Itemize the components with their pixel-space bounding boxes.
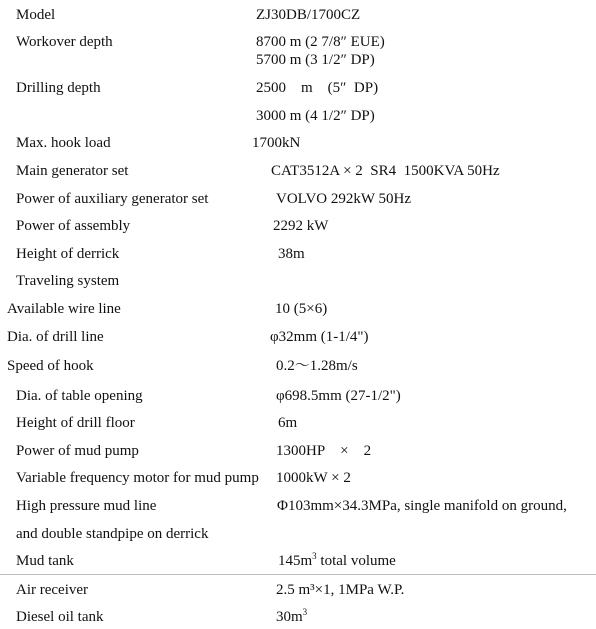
label-power-mud-pump: Power of mud pump [16, 443, 139, 459]
value-workover-depth-1: 8700 m (2 7/8″ EUE) [256, 34, 385, 50]
value-dia-drill-line: φ32mm (1-1/4") [270, 329, 369, 345]
label-height-drill-floor: Height of drill floor [16, 415, 135, 431]
value-hp-mud-line: Φ103mm×34.3MPa, single manifold on ground, [277, 498, 567, 514]
label-traveling-system: Traveling system [16, 273, 120, 289]
value-power-of-assembly: 2292 kW [273, 218, 329, 234]
label-air-receiver: Air receiver [16, 582, 89, 598]
value-workover-depth-2: 5700 m (3 1/2″ DP) [256, 52, 375, 68]
label-hp-mud-line: High pressure mud line [16, 498, 157, 514]
label-power-of-assembly: Power of assembly [16, 218, 131, 234]
label-workover-depth: Workover depth [16, 34, 113, 50]
label-drilling-depth: Drilling depth [16, 80, 101, 96]
value-mud-tank: $145m^3$ total volume [278, 551, 396, 569]
value-diesel-oil-tank: $30m^3$ [276, 607, 308, 625]
value-model: ZJ30DB/1700CZ [256, 7, 361, 23]
value-main-generator: CAT3512A × 2 SR4 1500KVA 50Hz [271, 163, 500, 179]
value-max-hook-load: 1700kN [252, 135, 301, 151]
label-available-wire-line: Available wire line [7, 301, 121, 317]
value-power-mud-pump: 1300HP × 2 [276, 443, 372, 459]
value-vf-motor: 1000kW × 2 [276, 470, 351, 486]
label-model: Model [16, 7, 56, 23]
label-diesel-oil-tank: Diesel oil tank [16, 609, 104, 625]
value-speed-of-hook: 0.2～1.28m/s [276, 358, 358, 374]
label-dia-drill-line: Dia. of drill line [7, 329, 104, 345]
label-max-hook-load: Max. hook load [16, 135, 111, 151]
label-aux-generator: Power of auxiliary generator set [16, 191, 209, 207]
value-hp-mud-line-continuation: and double standpipe on derrick [16, 526, 209, 542]
value-available-wire-line: 10 (5×6) [275, 301, 328, 317]
value-aux-generator: VOLVO 292kW 50Hz [276, 191, 411, 207]
value-height-drill-floor: 6m [278, 415, 298, 431]
label-speed-of-hook: Speed of hook [7, 358, 94, 374]
value-dia-table-opening: φ698.5mm (27-1/2") [276, 388, 401, 404]
value-drilling-depth-1: 2500 m (5″ DP) [256, 80, 379, 96]
table-row-divider [0, 574, 596, 575]
label-mud-tank: Mud tank [16, 553, 74, 569]
value-air-receiver: 2.5 m³×1, 1MPa W.P. [276, 582, 405, 598]
label-main-generator: Main generator set [16, 163, 129, 179]
value-drilling-depth-2: 3000 m (4 1/2″ DP) [256, 108, 375, 124]
value-height-of-derrick: 38m [278, 246, 305, 262]
label-dia-table-opening: Dia. of table opening [16, 388, 143, 404]
label-height-of-derrick: Height of derrick [16, 246, 120, 262]
label-vf-motor: Variable frequency motor for mud pump [16, 470, 259, 486]
